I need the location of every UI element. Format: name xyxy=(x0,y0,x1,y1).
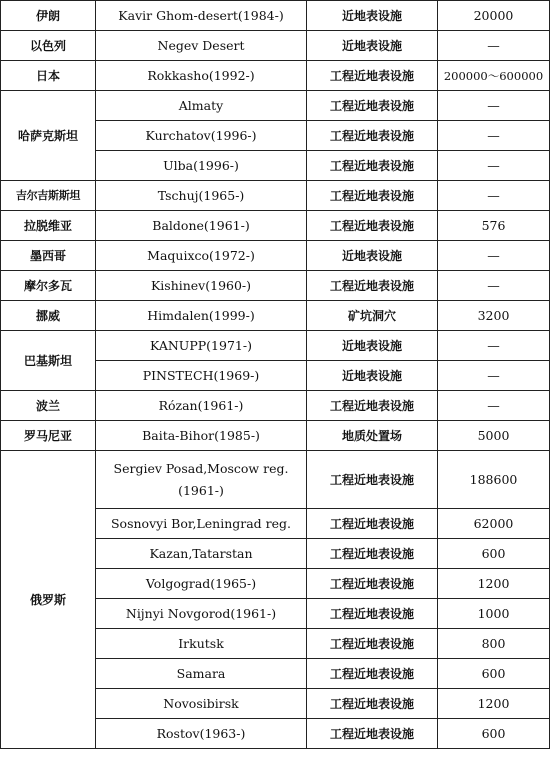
capacity-cell: 5000 xyxy=(438,421,550,451)
facility-type-cell: 矿坑洞穴 xyxy=(307,301,438,331)
country-cell: 伊朗 xyxy=(1,1,96,31)
site-cell: Rostov(1963-) xyxy=(96,719,307,749)
capacity-cell: 1200 xyxy=(438,689,550,719)
table-row xyxy=(1,331,550,361)
capacity-cell: — xyxy=(438,331,550,361)
site-cell: Rokkasho(1992-) xyxy=(96,61,307,91)
site-line-2: (1961-) xyxy=(178,482,224,498)
site-cell: Maquixco(1972-) xyxy=(96,241,307,271)
site-cell: Almaty xyxy=(96,91,307,121)
table-row xyxy=(1,421,550,451)
country-cell: 哈萨克斯坦 xyxy=(1,91,96,181)
facility-type-cell: 工程近地表设施 xyxy=(307,659,438,689)
table-row xyxy=(1,301,550,331)
facility-type-cell: 工程近地表设施 xyxy=(307,211,438,241)
table-row xyxy=(1,391,550,421)
capacity-cell: — xyxy=(438,121,550,151)
capacity-cell: 600 xyxy=(438,659,550,689)
capacity-cell: — xyxy=(438,181,550,211)
site-cell: Samara xyxy=(96,659,307,689)
site-cell: Rózan(1961-) xyxy=(96,391,307,421)
facility-type-cell: 工程近地表设施 xyxy=(307,629,438,659)
capacity-cell: 600 xyxy=(438,719,550,749)
country-cell: 以色列 xyxy=(1,31,96,61)
capacity-cell: — xyxy=(438,31,550,61)
site-cell: Novosibirsk xyxy=(96,689,307,719)
facility-type-cell: 工程近地表设施 xyxy=(307,719,438,749)
site-cell: Nijnyi Novgorod(1961-) xyxy=(96,599,307,629)
facility-type-cell: 工程近地表设施 xyxy=(307,91,438,121)
capacity-cell: — xyxy=(438,361,550,391)
table-row xyxy=(1,1,550,31)
facility-type-cell: 近地表设施 xyxy=(307,241,438,271)
site-cell: Baldone(1961-) xyxy=(96,211,307,241)
country-cell: 巴基斯坦 xyxy=(1,331,96,391)
country-cell: 俄罗斯 xyxy=(1,451,96,749)
facility-type-cell: 近地表设施 xyxy=(307,31,438,61)
country-cell: 日本 xyxy=(1,61,96,91)
facility-type-cell: 近地表设施 xyxy=(307,361,438,391)
country-cell: 波兰 xyxy=(1,391,96,421)
site-cell: Baita-Bihor(1985-) xyxy=(96,421,307,451)
capacity-cell: 1000 xyxy=(438,599,550,629)
site-cell: Himdalen(1999-) xyxy=(96,301,307,331)
capacity-cell: 20000 xyxy=(438,1,550,31)
facility-type-cell: 工程近地表设施 xyxy=(307,181,438,211)
site-line-1: Sergiev Posad,Moscow reg. xyxy=(113,460,289,476)
site-cell: Kavir Ghom-desert(1984-) xyxy=(96,1,307,31)
capacity-cell: 576 xyxy=(438,211,550,241)
capacity-cell: — xyxy=(438,241,550,271)
site-cell: PINSTECH(1969-) xyxy=(96,361,307,391)
capacity-cell: 188600 xyxy=(438,451,550,509)
site-cell: KANUPP(1971-) xyxy=(96,331,307,361)
site-cell: Ulba(1996-) xyxy=(96,151,307,181)
facility-type-cell: 工程近地表设施 xyxy=(307,151,438,181)
site-cell: Negev Desert xyxy=(96,31,307,61)
country-cell: 摩尔多瓦 xyxy=(1,271,96,301)
capacity-cell: 600 xyxy=(438,539,550,569)
site-cell: Kishinev(1960-) xyxy=(96,271,307,301)
facility-type-cell: 工程近地表设施 xyxy=(307,271,438,301)
site-cell xyxy=(96,451,307,509)
capacity-cell: 200000～600000 xyxy=(438,61,550,91)
site-cell: Tschuj(1965-) xyxy=(96,181,307,211)
facility-type-cell: 近地表设施 xyxy=(307,331,438,361)
country-cell: 挪威 xyxy=(1,301,96,331)
site-cell: Kazan,Tatarstan xyxy=(96,539,307,569)
table-row xyxy=(1,181,550,211)
capacity-cell: — xyxy=(438,391,550,421)
country-cell: 拉脱维亚 xyxy=(1,211,96,241)
site-cell: Volgograd(1965-) xyxy=(96,569,307,599)
country-cell: 墨西哥 xyxy=(1,241,96,271)
site-cell: Kurchatov(1996-) xyxy=(96,121,307,151)
table-row xyxy=(1,91,550,121)
table-row xyxy=(1,271,550,301)
capacity-cell: 800 xyxy=(438,629,550,659)
capacity-cell: 62000 xyxy=(438,509,550,539)
facility-type-cell: 工程近地表设施 xyxy=(307,539,438,569)
site-cell: Sosnovyi Bor,Leningrad reg. xyxy=(96,509,307,539)
table-row xyxy=(1,31,550,61)
table-row xyxy=(1,61,550,91)
facility-type-cell: 工程近地表设施 xyxy=(307,509,438,539)
capacity-cell: — xyxy=(438,271,550,301)
facility-type-cell: 工程近地表设施 xyxy=(307,61,438,91)
facility-type-cell: 工程近地表设施 xyxy=(307,689,438,719)
table-row xyxy=(1,241,550,271)
facility-type-cell: 近地表设施 xyxy=(307,1,438,31)
capacity-cell: — xyxy=(438,151,550,181)
facility-type-cell: 工程近地表设施 xyxy=(307,569,438,599)
capacity-cell: 1200 xyxy=(438,569,550,599)
country-cell: 罗马尼亚 xyxy=(1,421,96,451)
facility-type-cell: 工程近地表设施 xyxy=(307,599,438,629)
capacity-cell: — xyxy=(438,91,550,121)
country-cell: 吉尔吉斯斯坦 xyxy=(1,181,96,211)
capacity-cell: 3200 xyxy=(438,301,550,331)
table-row xyxy=(1,211,550,241)
facility-type-cell: 工程近地表设施 xyxy=(307,451,438,509)
facility-type-cell: 工程近地表设施 xyxy=(307,121,438,151)
facility-type-cell: 工程近地表设施 xyxy=(307,391,438,421)
site-cell: Irkutsk xyxy=(96,629,307,659)
facility-type-cell: 地质处置场 xyxy=(307,421,438,451)
table-row xyxy=(1,451,550,509)
